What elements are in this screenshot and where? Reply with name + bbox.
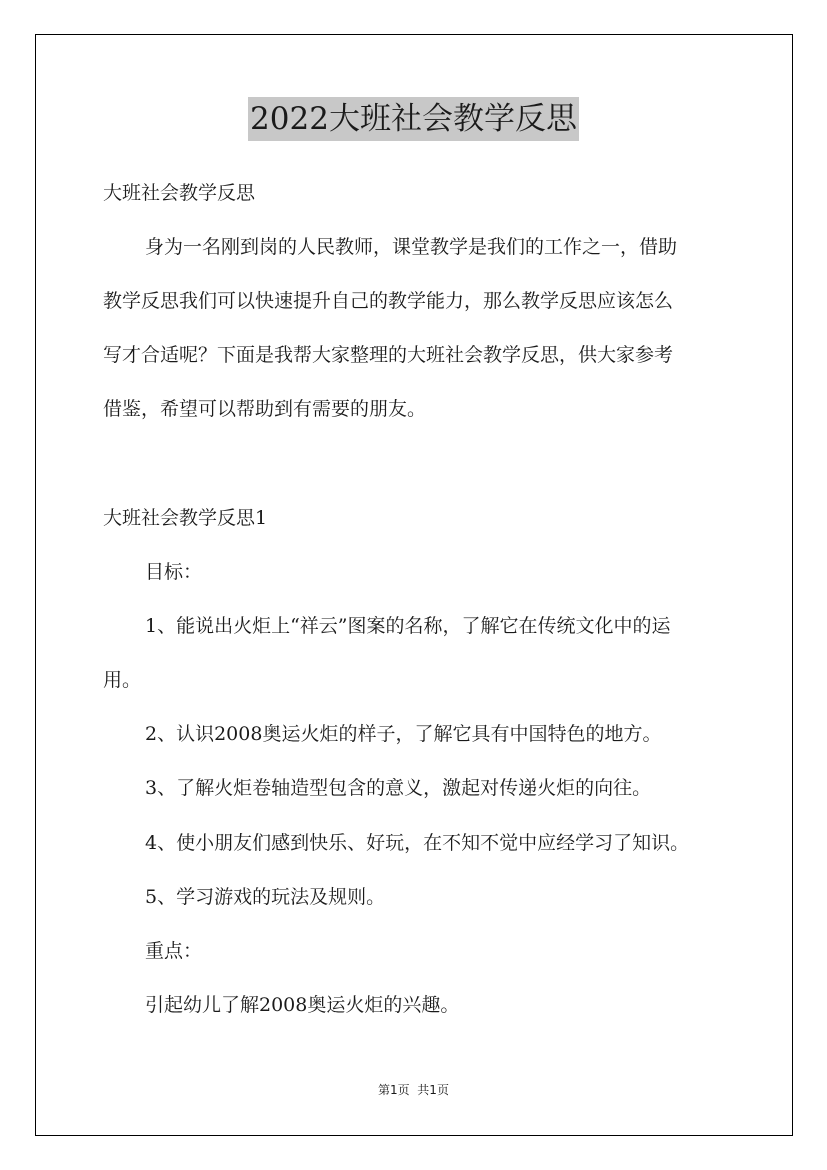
goal-item: 用。 [103, 669, 142, 691]
goal-item: 1、能说出火炬上“祥云”图案的名称，了解它在传统文化中的运 [145, 615, 671, 637]
goals-label: 目标： [145, 561, 203, 583]
intro-line: 写才合适呢？下面是我帮大家整理的大班社会教学反思，供大家参考 [103, 344, 674, 366]
section-heading: 大班社会教学反思1 [103, 507, 268, 529]
page-number-footer: 第1页 共1页 [378, 1083, 449, 1097]
document-subtitle: 大班社会教学反思 [103, 182, 256, 204]
goal-item: 4、使小朋友们感到快乐、好玩，在不知不觉中应经学习了知识。 [145, 832, 690, 854]
goal-item: 5、学习游戏的玩法及规则。 [145, 886, 386, 908]
intro-line: 身为一名刚到岗的人民教师，课堂教学是我们的工作之一，借助 [145, 236, 678, 258]
document-title: 2022大班社会教学反思 [248, 97, 579, 141]
focus-label: 重点： [145, 940, 203, 962]
intro-line: 借鉴，希望可以帮助到有需要的朋友。 [103, 398, 427, 420]
title-container [0, 97, 827, 141]
focus-text: 引起幼儿了解2008奥运火炬的兴趣。 [145, 994, 460, 1016]
intro-line: 教学反思我们可以快速提升自己的教学能力，那么教学反思应该怎么 [103, 290, 674, 312]
goal-item: 2、认识2008奥运火炬的样子，了解它具有中国特色的地方。 [145, 723, 662, 745]
goal-item: 3、了解火炬卷轴造型包含的意义，激起对传递火炬的向往。 [145, 777, 652, 799]
